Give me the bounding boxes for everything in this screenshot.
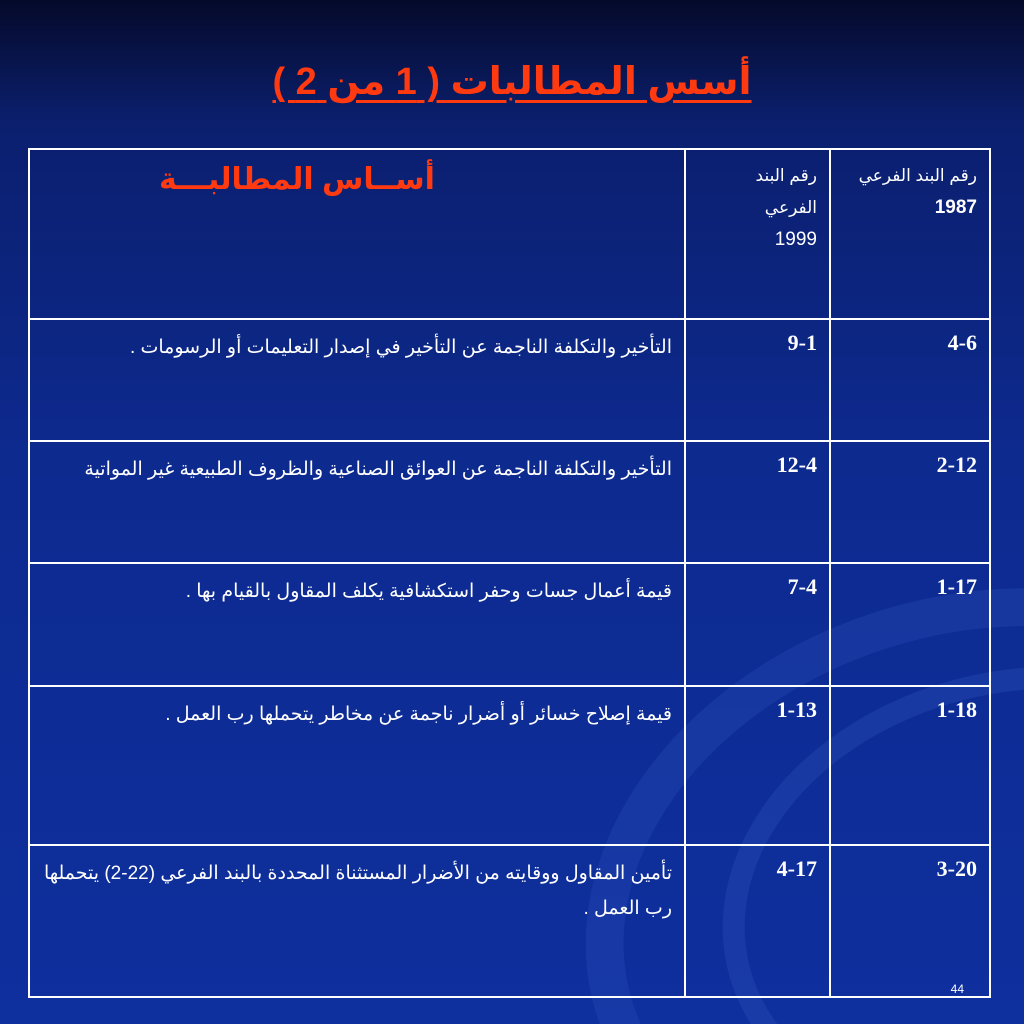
header-clause-1987 <box>830 149 990 319</box>
clause-1999-cell: 7-4 <box>787 574 817 599</box>
header-clause-1999-label-line1: رقم البند <box>755 166 817 185</box>
basis-cell: قيمة أعمال جسات وحفر استكشافية يكلف المقاول بالقيام بها . <box>185 581 672 602</box>
header-clause-1999 <box>685 149 830 319</box>
table-row <box>29 686 990 845</box>
header-basis-label: أســاس المطالبـــة <box>159 163 435 196</box>
header-clause-1999-label-line2: الفرعي <box>764 198 817 217</box>
page-number: 44 <box>950 982 964 996</box>
clause-1987-cell: 1-18 <box>936 697 977 722</box>
table-row <box>29 319 990 441</box>
claims-basis-table <box>28 148 991 998</box>
clause-1999-cell: 9-1 <box>787 330 817 355</box>
header-basis <box>29 149 685 319</box>
table-row <box>29 441 990 563</box>
basis-cell: التأخير والتكلفة الناجمة عن العوائق الصناعية والظروف الطبيعية غير المواتية <box>84 459 672 480</box>
slide-title <box>0 58 1024 106</box>
basis-cell: قيمة إصلاح خسائر أو أضرار ناجمة عن مخاطر يتحملها رب العمل . <box>165 704 672 725</box>
basis-cell: تأمين المقاول ووقايته من الأضرار المستثناة المحددة بالبند الفرعي (22-2) يتحملها رب العمل . <box>43 863 672 919</box>
clause-1987-cell: 3-20 <box>936 856 977 881</box>
clause-1999-cell: 1-13 <box>776 697 817 722</box>
header-clause-1999-year: 1999 <box>774 229 817 250</box>
basis-cell: التأخير والتكلفة الناجمة عن التأخير في إصدار التعليمات أو الرسومات . <box>129 337 672 358</box>
table-header-row <box>29 149 990 319</box>
slide-title-text: أسس المطالبات ( 1 من 2 ) <box>272 61 752 103</box>
table-row <box>29 845 990 997</box>
table-row <box>29 563 990 686</box>
header-clause-1987-label: رقم البند الفرعي <box>858 166 977 185</box>
clause-1987-cell: 1-17 <box>936 574 977 599</box>
clause-1999-cell: 4-17 <box>776 856 817 881</box>
clause-1987-cell: 2-12 <box>936 452 977 477</box>
clause-1987-cell: 4-6 <box>947 330 977 355</box>
header-clause-1987-year: 1987 <box>934 197 977 218</box>
clause-1999-cell: 12-4 <box>776 452 817 477</box>
